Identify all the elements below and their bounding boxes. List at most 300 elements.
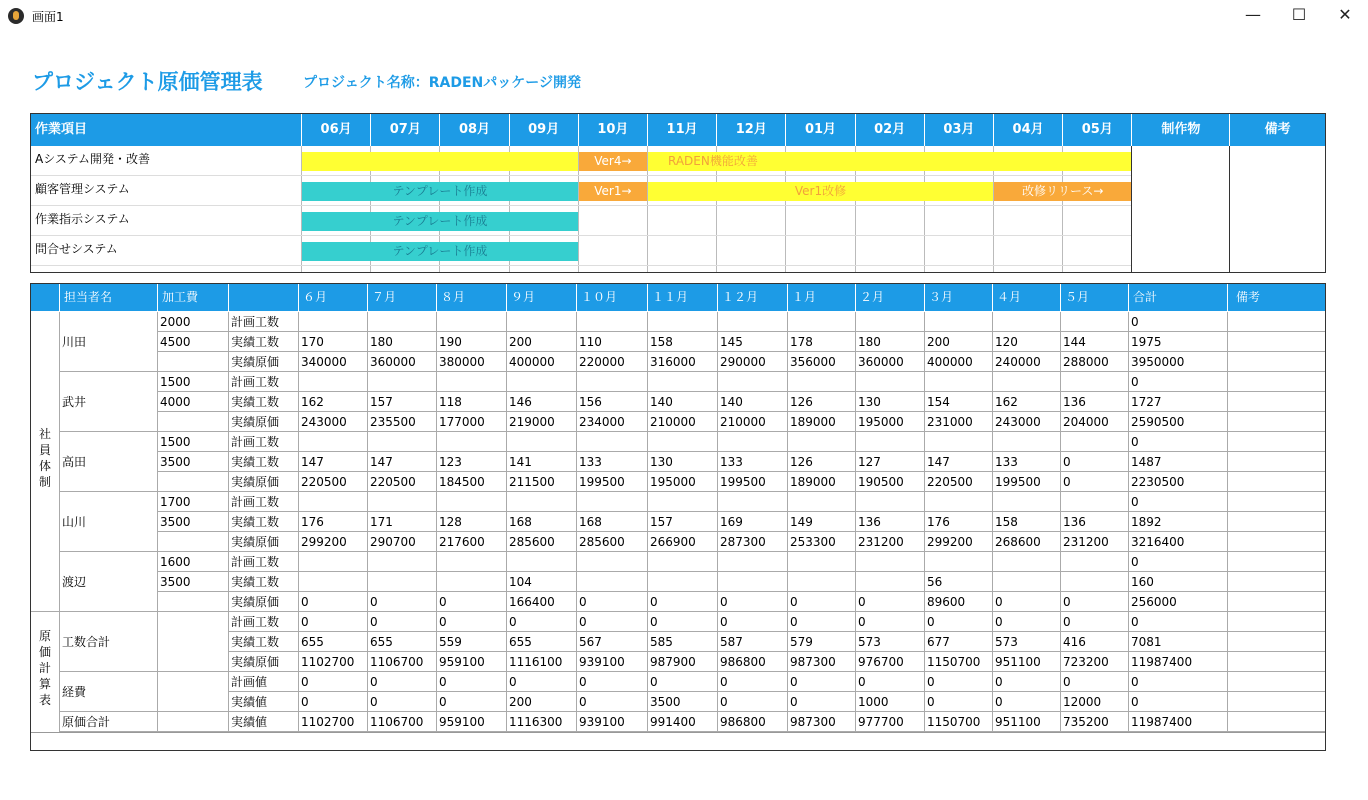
cost-value-cell: 168: [509, 515, 532, 529]
cost-row-label: 実績原価: [231, 415, 280, 429]
cost-total-cell: 1727: [1131, 395, 1162, 409]
cost-value-cell: 136: [858, 515, 881, 529]
gantt-bar: 改修リリース→: [994, 182, 1131, 201]
cost-value-cell: 587: [720, 635, 743, 649]
cost-row-divider: [157, 451, 228, 452]
cost-value-cell: [576, 312, 647, 332]
cost-value-cell: 0: [790, 615, 798, 629]
close-button[interactable]: ✕: [1338, 5, 1352, 24]
cost-value-cell: [576, 432, 647, 452]
cost-value-cell: 144: [1063, 335, 1086, 349]
cost-value-cell: [436, 312, 506, 332]
cost-row-label: 実績工数: [231, 515, 280, 529]
cost-value-cell: 133: [995, 455, 1018, 469]
cost-total-cell: 0: [1131, 555, 1139, 569]
cost-value-cell: 0: [720, 615, 728, 629]
gantt-month-header: 12月: [716, 114, 785, 146]
cost-month-header: ４月: [992, 284, 1060, 311]
cost-value-cell: 130: [650, 455, 673, 469]
cost-value-cell: 0: [858, 675, 866, 689]
cost-value-cell: [924, 372, 992, 392]
cost-value-cell: [1060, 492, 1128, 512]
cost-value-cell: 199500: [579, 475, 625, 489]
cost-value-cell: 290700: [370, 535, 416, 549]
cost-row-label: 計画工数: [231, 495, 280, 509]
cost-row-label: 計画値: [231, 675, 268, 689]
cost-value-cell: [1060, 312, 1128, 332]
cost-value-cell: 178: [790, 335, 813, 349]
staff-plan-cost: 1600: [160, 555, 191, 569]
cost-value-cell: [992, 312, 1060, 332]
cost-value-cell: [576, 572, 647, 592]
cost-value-cell: 3500: [650, 695, 681, 709]
staff-rate: 4500: [160, 335, 191, 349]
cost-value-cell: 290000: [720, 355, 766, 369]
gantt-task-name: 作業指示システム: [35, 212, 130, 226]
cost-value-cell: 0: [720, 595, 728, 609]
cost-grid-vline: [228, 312, 229, 732]
cost-value-cell: 356000: [790, 355, 836, 369]
staff-rate: 3500: [160, 455, 191, 469]
cost-value-cell: 168: [579, 515, 602, 529]
cost-grid-vline: [1060, 312, 1061, 732]
cost-value-cell: 220500: [301, 475, 347, 489]
cost-value-cell: 266900: [650, 535, 696, 549]
cost-value-cell: 0: [301, 695, 309, 709]
cost-value-cell: 231000: [927, 415, 973, 429]
cost-value-cell: [436, 552, 506, 572]
cost-row-label: 計画工数: [231, 375, 280, 389]
cost-value-cell: 0: [650, 595, 658, 609]
gantt-month-header: 08月: [439, 114, 508, 146]
cost-value-cell: 0: [301, 615, 309, 629]
maximize-button[interactable]: ☐: [1291, 5, 1307, 24]
cost-value-cell: 136: [1063, 395, 1086, 409]
cost-value-cell: 0: [790, 695, 798, 709]
cost-value-cell: [992, 372, 1060, 392]
cost-header-blank: [31, 284, 59, 311]
cost-value-cell: 169: [720, 515, 743, 529]
cost-value-cell: 0: [439, 595, 447, 609]
staff-plan-cost: 1500: [160, 435, 191, 449]
cost-row-label: 実績値: [231, 715, 268, 729]
cost-total-header: 合計: [1128, 284, 1227, 311]
cost-value-cell: 234000: [579, 415, 625, 429]
cost-total-cell: 11987400: [1131, 655, 1193, 669]
gantt-grid-vline: [1131, 146, 1132, 272]
cost-value-cell: 0: [579, 595, 587, 609]
gantt-bar: [302, 152, 578, 171]
gantt-month-header: 09月: [509, 114, 578, 146]
cost-value-cell: [1060, 552, 1128, 572]
gantt-month-header: 06月: [301, 114, 370, 146]
page-title: プロジェクト原価管理表: [32, 70, 263, 94]
cost-value-cell: 416: [1063, 635, 1086, 649]
cost-notes-header: 備考: [1227, 284, 1325, 311]
cost-value-cell: 1102700: [301, 715, 355, 729]
cost-value-cell: 0: [995, 615, 1003, 629]
gantt-row-divider: [31, 205, 1131, 206]
cost-value-cell: [298, 432, 367, 452]
cost-value-cell: [924, 432, 992, 452]
cost-value-cell: 200: [509, 335, 532, 349]
cost-value-cell: [1060, 432, 1128, 452]
cost-value-cell: 200: [509, 695, 532, 709]
cost-value-cell: 140: [720, 395, 743, 409]
gantt-month-header: 03月: [924, 114, 993, 146]
cost-row-label: 実績工数: [231, 575, 280, 589]
cost-value-cell: 190500: [858, 475, 904, 489]
staff-plan-cost: 1500: [160, 375, 191, 389]
cost-value-cell: 939100: [579, 715, 625, 729]
gantt-task-name: Aシステム開発・改善: [35, 152, 151, 166]
cost-value-cell: 1150700: [927, 655, 981, 669]
cost-total-cell: 2590500: [1131, 415, 1185, 429]
cost-value-cell: 176: [301, 515, 324, 529]
cost-value-cell: 1000: [858, 695, 889, 709]
gantt-month-header: 05月: [1062, 114, 1131, 146]
staff-rate: 3500: [160, 515, 191, 529]
cost-value-cell: 1116300: [509, 715, 563, 729]
cost-value-cell: [924, 552, 992, 572]
cost-month-header: ９月: [506, 284, 576, 311]
cost-value-cell: 140: [650, 395, 673, 409]
cost-value-cell: [717, 372, 787, 392]
cost-value-cell: [717, 492, 787, 512]
section-divider: [31, 611, 228, 612]
cost-total-cell: 0: [1131, 695, 1139, 709]
cost-value-cell: 959100: [439, 715, 485, 729]
cost-value-cell: 0: [370, 675, 378, 689]
cost-value-cell: 200: [927, 335, 950, 349]
cost-value-cell: 118: [439, 395, 462, 409]
cost-value-cell: [436, 372, 506, 392]
cost-month-header: １月: [787, 284, 855, 311]
cost-value-cell: 0: [790, 595, 798, 609]
gantt-month-header: 11月: [647, 114, 716, 146]
cost-value-cell: 56: [927, 575, 943, 589]
cost-value-cell: 987300: [790, 715, 836, 729]
cost-value-cell: 585: [650, 635, 673, 649]
cost-value-cell: [436, 572, 506, 592]
cost-value-cell: 1150700: [927, 715, 981, 729]
cost-value-cell: 0: [439, 695, 447, 709]
cost-row-divider: [157, 591, 228, 592]
cost-value-cell: 951100: [995, 655, 1041, 669]
staff-rate: 3500: [160, 575, 191, 589]
cost-value-cell: 0: [995, 595, 1003, 609]
cost-value-cell: 0: [579, 615, 587, 629]
cost-value-cell: 110: [579, 335, 602, 349]
gantt-bar: テンプレート作成: [302, 242, 578, 261]
gantt-deliverable-header: 制作物: [1131, 114, 1229, 146]
cost-value-cell: [992, 572, 1060, 592]
cost-value-cell: 0: [995, 675, 1003, 689]
gantt-task-name: 顧客管理システム: [35, 182, 130, 196]
cost-value-cell: 243000: [995, 415, 1041, 429]
cost-value-cell: 951100: [995, 715, 1041, 729]
gantt-month-header: 01月: [785, 114, 854, 146]
cost-value-cell: [436, 492, 506, 512]
cost-value-cell: [298, 572, 367, 592]
cost-value-cell: 0: [650, 675, 658, 689]
cost-value-cell: 559: [439, 635, 462, 649]
cost-value-cell: 0: [927, 675, 935, 689]
gantt-bar: テンプレート作成: [302, 212, 578, 231]
summary-divider: [59, 671, 228, 672]
cost-value-cell: 567: [579, 635, 602, 649]
gantt-notes-header: 備考: [1229, 114, 1325, 146]
cost-month-header: １１月: [647, 284, 717, 311]
cost-value-cell: [717, 432, 787, 452]
cost-value-cell: [367, 552, 436, 572]
cost-value-cell: 199500: [995, 475, 1041, 489]
cost-grid-vline: [367, 312, 368, 732]
cost-total-cell: 0: [1131, 615, 1139, 629]
cost-value-cell: 1102700: [301, 655, 355, 669]
cost-value-cell: 0: [927, 695, 935, 709]
cost-total-cell: 7081: [1131, 635, 1162, 649]
gantt-bar: Ver4→: [579, 152, 647, 171]
cost-value-cell: 285600: [579, 535, 625, 549]
staff-name: 川田: [62, 335, 87, 349]
cost-value-cell: [787, 552, 855, 572]
cost-row-divider: [157, 471, 228, 472]
cost-value-cell: 136: [1063, 515, 1086, 529]
cost-value-cell: 189000: [790, 475, 836, 489]
cost-value-cell: [992, 432, 1060, 452]
cost-value-cell: 655: [301, 635, 324, 649]
cost-value-cell: 0: [370, 595, 378, 609]
cost-value-cell: 210000: [650, 415, 696, 429]
cost-month-header: ２月: [855, 284, 924, 311]
cost-value-cell: [992, 492, 1060, 512]
cost-value-cell: [506, 372, 576, 392]
cost-value-cell: 1106700: [370, 655, 424, 669]
cost-value-cell: 723200: [1063, 655, 1109, 669]
cost-grid-vline: [855, 312, 856, 732]
cost-month-header: ８月: [436, 284, 506, 311]
cost-grid-vline: [298, 312, 299, 732]
cost-value-cell: 0: [650, 615, 658, 629]
cost-value-cell: 12000: [1063, 695, 1102, 709]
cost-header-blank: [228, 284, 298, 311]
staff-name: 武井: [62, 395, 87, 409]
cost-row-label: 計画工数: [231, 435, 280, 449]
cost-month-header: ３月: [924, 284, 992, 311]
cost-value-cell: 141: [509, 455, 532, 469]
cost-value-cell: 299200: [927, 535, 973, 549]
cost-row-label: 実績原価: [231, 355, 280, 369]
cost-value-cell: 243000: [301, 415, 347, 429]
staff-name: 渡辺: [62, 575, 87, 589]
cost-row-divider: [157, 531, 228, 532]
cost-value-cell: 158: [995, 515, 1018, 529]
cost-value-cell: [717, 572, 787, 592]
cost-value-cell: [647, 572, 717, 592]
cost-value-cell: [647, 492, 717, 512]
cost-value-cell: [855, 432, 924, 452]
cost-value-cell: [787, 372, 855, 392]
cost-value-cell: [855, 312, 924, 332]
cost-value-cell: [855, 552, 924, 572]
cost-value-cell: 166400: [509, 595, 555, 609]
cost-grid-vline: [787, 312, 788, 732]
cost-value-cell: 0: [370, 695, 378, 709]
cost-value-cell: 0: [439, 615, 447, 629]
app-icon: [8, 8, 24, 24]
cost-value-cell: 0: [301, 595, 309, 609]
cost-value-cell: [436, 432, 506, 452]
cost-grid-vline: [576, 312, 577, 732]
cost-value-cell: 0: [509, 675, 517, 689]
gantt-grid-vline: [1229, 146, 1230, 272]
cost-value-cell: 0: [927, 615, 935, 629]
cost-value-cell: 0: [1063, 675, 1071, 689]
cost-month-header: ６月: [298, 284, 367, 311]
cost-value-cell: [787, 432, 855, 452]
cost-row-label: 実績原価: [231, 475, 280, 489]
cost-value-cell: [506, 312, 576, 332]
gantt-row-divider: [31, 235, 1131, 236]
cost-value-cell: 0: [439, 675, 447, 689]
cost-value-cell: 180: [370, 335, 393, 349]
cost-value-cell: 177000: [439, 415, 485, 429]
cost-value-cell: 158: [650, 335, 673, 349]
minimize-button[interactable]: —: [1245, 5, 1261, 24]
cost-row-divider: [157, 351, 228, 352]
cost-value-cell: [367, 492, 436, 512]
cost-total-cell: 0: [1131, 495, 1139, 509]
cost-value-cell: 573: [858, 635, 881, 649]
cost-header-cell: 担当者名: [59, 284, 157, 311]
gantt-month-header: 04月: [993, 114, 1062, 146]
cost-value-cell: 176: [927, 515, 950, 529]
gantt-chart: [30, 113, 1326, 273]
staff-plan-cost: 2000: [160, 315, 191, 329]
gantt-bar: RADEN機能改善: [648, 152, 1131, 171]
summary-name: 経費: [62, 685, 87, 699]
cost-value-cell: [787, 572, 855, 592]
project-name: プロジェクト名称：RADENパッケージ開発: [303, 75, 581, 91]
gantt-month-header: 07月: [370, 114, 439, 146]
cost-value-cell: [717, 552, 787, 572]
cost-value-cell: [787, 492, 855, 512]
cost-value-cell: 195000: [858, 415, 904, 429]
cost-value-cell: 123: [439, 455, 462, 469]
cost-value-cell: 986800: [720, 715, 766, 729]
cost-value-cell: 0: [858, 595, 866, 609]
cost-value-cell: 180: [858, 335, 881, 349]
cost-value-cell: 240000: [995, 355, 1041, 369]
cost-value-cell: 170: [301, 335, 324, 349]
gantt-row-divider: [31, 175, 1131, 176]
cost-grid-vline: [647, 312, 648, 732]
gantt-task-name: 問合せシステム: [35, 242, 118, 256]
gantt-row-divider: [31, 265, 1131, 266]
cost-month-header: ７月: [367, 284, 436, 311]
cost-value-cell: [855, 572, 924, 592]
cost-value-cell: 0: [579, 675, 587, 689]
cost-value-cell: [506, 432, 576, 452]
cost-value-cell: 360000: [858, 355, 904, 369]
cost-total-cell: 1975: [1131, 335, 1162, 349]
cost-value-cell: 127: [858, 455, 881, 469]
cost-value-cell: [647, 372, 717, 392]
cost-value-cell: 939100: [579, 655, 625, 669]
cost-value-cell: [647, 432, 717, 452]
cost-month-header: ５月: [1060, 284, 1128, 311]
cost-total-cell: 0: [1131, 675, 1139, 689]
cost-value-cell: 0: [370, 615, 378, 629]
cost-value-cell: [298, 312, 367, 332]
cost-value-cell: [576, 372, 647, 392]
cost-row-label: 実績値: [231, 695, 268, 709]
cost-value-cell: 89600: [927, 595, 966, 609]
cost-value-cell: 195000: [650, 475, 696, 489]
title-bar: [0, 0, 1368, 32]
cost-value-cell: 285600: [509, 535, 555, 549]
cost-value-cell: 287300: [720, 535, 766, 549]
cost-grid-vline: [992, 312, 993, 732]
cost-grid-vline: [924, 312, 925, 732]
cost-value-cell: 340000: [301, 355, 347, 369]
section-label-staff: 社員体制: [38, 427, 51, 489]
cost-value-cell: 0: [720, 675, 728, 689]
staff-plan-cost: 1700: [160, 495, 191, 509]
cost-value-cell: 184500: [439, 475, 485, 489]
gantt-month-header: 02月: [855, 114, 924, 146]
cost-value-cell: 0: [995, 695, 1003, 709]
cost-row-label: 実績工数: [231, 335, 280, 349]
cost-value-cell: 0: [858, 615, 866, 629]
cost-value-cell: 991400: [650, 715, 696, 729]
cost-value-cell: 145: [720, 335, 743, 349]
cost-total-cell: 1487: [1131, 455, 1162, 469]
cost-value-cell: 220500: [370, 475, 416, 489]
cost-value-cell: [647, 312, 717, 332]
cost-value-cell: [298, 492, 367, 512]
cost-value-cell: 0: [790, 675, 798, 689]
cost-grid-vline: [1128, 312, 1129, 732]
cost-value-cell: 1116100: [509, 655, 563, 669]
cost-value-cell: 976700: [858, 655, 904, 669]
gantt-task-header: 作業項目: [31, 114, 301, 146]
cost-value-cell: 0: [1063, 475, 1071, 489]
cost-total-cell: 1892: [1131, 515, 1162, 529]
cost-value-cell: [367, 312, 436, 332]
cost-value-cell: [1060, 572, 1128, 592]
cost-value-cell: 126: [790, 395, 813, 409]
cost-value-cell: 253300: [790, 535, 836, 549]
cost-value-cell: 288000: [1063, 355, 1109, 369]
cost-total-cell: 0: [1131, 315, 1139, 329]
gantt-bar: Ver1→: [579, 182, 647, 201]
cost-value-cell: [992, 552, 1060, 572]
cost-value-cell: [298, 372, 367, 392]
staff-name: 山川: [62, 515, 87, 529]
cost-value-cell: 0: [1063, 455, 1071, 469]
cost-value-cell: 299200: [301, 535, 347, 549]
cost-value-cell: [298, 552, 367, 572]
cost-value-cell: 146: [509, 395, 532, 409]
cost-value-cell: 987900: [650, 655, 696, 669]
cost-value-cell: 1106700: [370, 715, 424, 729]
summary-name: 工数合計: [62, 635, 111, 649]
cost-row-divider: [157, 391, 228, 392]
cost-value-cell: 171: [370, 515, 393, 529]
cost-grid-vline: [436, 312, 437, 732]
